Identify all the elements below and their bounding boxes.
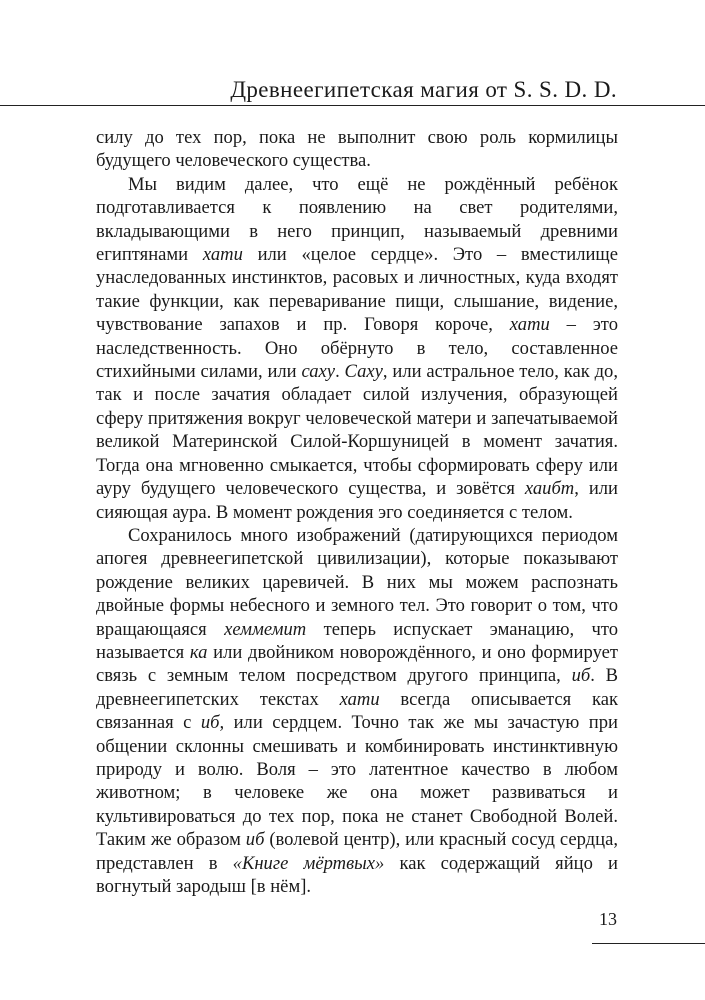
italic-term: Саху	[344, 361, 383, 383]
italic-term: хеммемит	[224, 618, 307, 640]
text-run: Сохранилось много изображений (датирующихся периодом апогея древнеегипетской цивилизации), которые показывают рождение великих царевичей. В них мы можем распознать двойные формы небесного и земного тел. Это говорит о том, что вращающаяся	[96, 524, 618, 640]
text-run: , или астральное тело, как до, так и после зачатия обладает силой излучения, образующей сферу притяжения вокруг человеческой матери и запечатываемой великой Материнской Силой-Коршуницей в момент зачатия. Тогда она мгновенно смыкается, чтобы сформировать сферу или ауру будущего человеческого существа, и зовётся	[96, 361, 618, 500]
italic-term: «Книге мёртвых»	[232, 852, 385, 874]
italic-term: хати	[202, 244, 243, 266]
paragraph	[96, 524, 618, 899]
text-run: . В древнеегипетских текстах	[96, 665, 618, 710]
body-text	[96, 126, 618, 898]
text-run: – это наследственность. Оно обёрнуто в тело, составленное стихийными силами, или	[96, 314, 618, 383]
italic-term: иб,	[200, 712, 225, 734]
header-rule	[0, 105, 705, 106]
page-number: 13	[599, 909, 617, 929]
text-run: или сердцем. Точно так же мы зачастую при общении склонны смешивать и комбинировать инстинктивную природу и волю. Воля – это латентное качество в любом животном; в человеке же она может развиваться и культивироваться до тех пор, пока не станет Свободной Волей. Таким же образом	[96, 712, 618, 851]
paragraph	[96, 126, 618, 173]
italic-term: хати	[339, 688, 380, 710]
italic-term: саху	[301, 361, 336, 383]
text-run: или «целое сердце». Это – вместилище унаследованных инстинктов, расовых и личностных, куда входят такие функции, как переваривание пищи, слышание, видение, чувствование запахов и пр. Говоря короче,	[96, 244, 618, 336]
footer-rule	[592, 943, 705, 944]
text-run: как содержащий яйцо и вогнутый зародыш [в нём].	[96, 852, 618, 897]
italic-term: ка	[189, 641, 208, 663]
text-run: .	[335, 361, 345, 383]
italic-term: хати	[509, 314, 550, 336]
text-run: или двойником новорождённого, и оно формирует связь с земным телом посредством другого принципа,	[96, 641, 618, 687]
paragraph	[96, 173, 618, 524]
running-header-title: Древнеегипетская магия от S. S. D. D.	[230, 77, 617, 102]
text-run: , или сияющая аура. В момент рождения эго соединяется с телом.	[96, 478, 618, 523]
italic-term: хаибт	[524, 478, 575, 500]
italic-term: иб	[245, 829, 265, 851]
italic-term: иб	[571, 665, 591, 687]
text-run: силу до тех пор, пока не выполнит свою роль кормилицы будущего человеческого существа.	[96, 127, 618, 172]
text-run: (волевой центр), или красный сосуд сердца, представлен в	[96, 829, 618, 874]
text-run: теперь испускает эманацию, что называется	[96, 618, 618, 663]
text-run: Мы видим далее, что ещё не рождённый ребёнок подготавливается к появлению на свет родителями, вкладывающими в него принцип, называемый древними египтянами	[96, 173, 618, 266]
text-run: всегда описывается как связанная с	[96, 688, 618, 734]
